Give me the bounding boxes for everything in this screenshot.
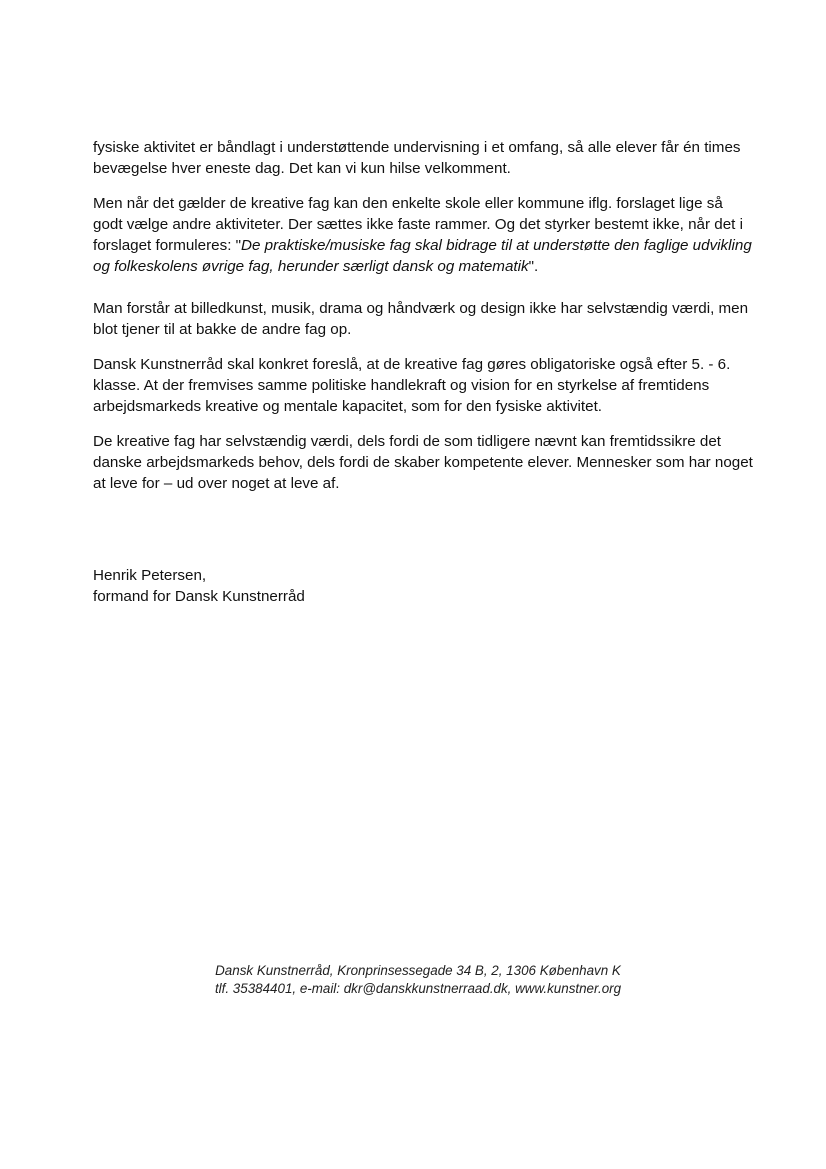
letter-body <box>93 137 753 494</box>
paragraph-creative-subjects <box>93 193 753 277</box>
page-footer <box>0 962 826 998</box>
paragraph-proposal: Dansk Kunstnerråd skal konkret foreslå, at de kreative fag gøres obligatoriske også efter 5. - 6. klasse. At der fremvises samme politiske handlekraft og vision for en styrkelse af fremtidens arbejdsmarkeds kreative og mentale kapacitet, som for den fysiske aktivitet. <box>93 356 731 415</box>
proposal-quote: De praktiske/musiske fag skal bidrage til at understøtte den faglige udvikling og folkeskolens øvrige fag, herunder særligt dansk og matematik <box>93 237 752 275</box>
footer-address: Dansk Kunstnerråd, Kronprinsessegade 34 B, 2, 1306 København K <box>215 963 621 978</box>
signature-block <box>93 565 493 607</box>
paragraph-independent-value: Man forstår at billedkunst, musik, drama og håndværk og design ikke har selvstændig værdi, men blot tjener til at bakke de andre fag op. <box>93 300 749 338</box>
paragraph-creative-subjects-intro: Men når det gælder de kreative fag kan den enkelte skole eller kommune iflg. forslaget lige så godt vælge andre aktiviteter. Der sættes ikke faste rammer. Og det styrker bestemt ikke, når det i forslaget formuleres: " <box>93 195 743 254</box>
signatory-name: Henrik Petersen, <box>93 567 207 584</box>
footer-contact: tlf. 35384401, e-mail: dkr@danskkunstnerraad.dk, www.kunstner.org <box>214 981 622 996</box>
paragraph-physical-activity: fysiske aktivitet er båndlagt i understøttende undervisning i et omfang, så alle elever får én times bevægelse hver eneste dag. Det kan vi kun hilse velkomment. <box>93 139 741 177</box>
signatory-title: formand for Dansk Kunstnerråd <box>93 588 305 605</box>
paragraph-creative-subjects-end: ". <box>528 258 539 275</box>
paragraph-conclusion: De kreative fag har selvstændig værdi, dels fordi de som tidligere nævnt kan fremtidssikre det danske arbejdsmarkeds behov, dels fordi de skaber kompetente elever. Mennesker som har noget at leve for – ud over noget at leve af. <box>93 433 753 492</box>
